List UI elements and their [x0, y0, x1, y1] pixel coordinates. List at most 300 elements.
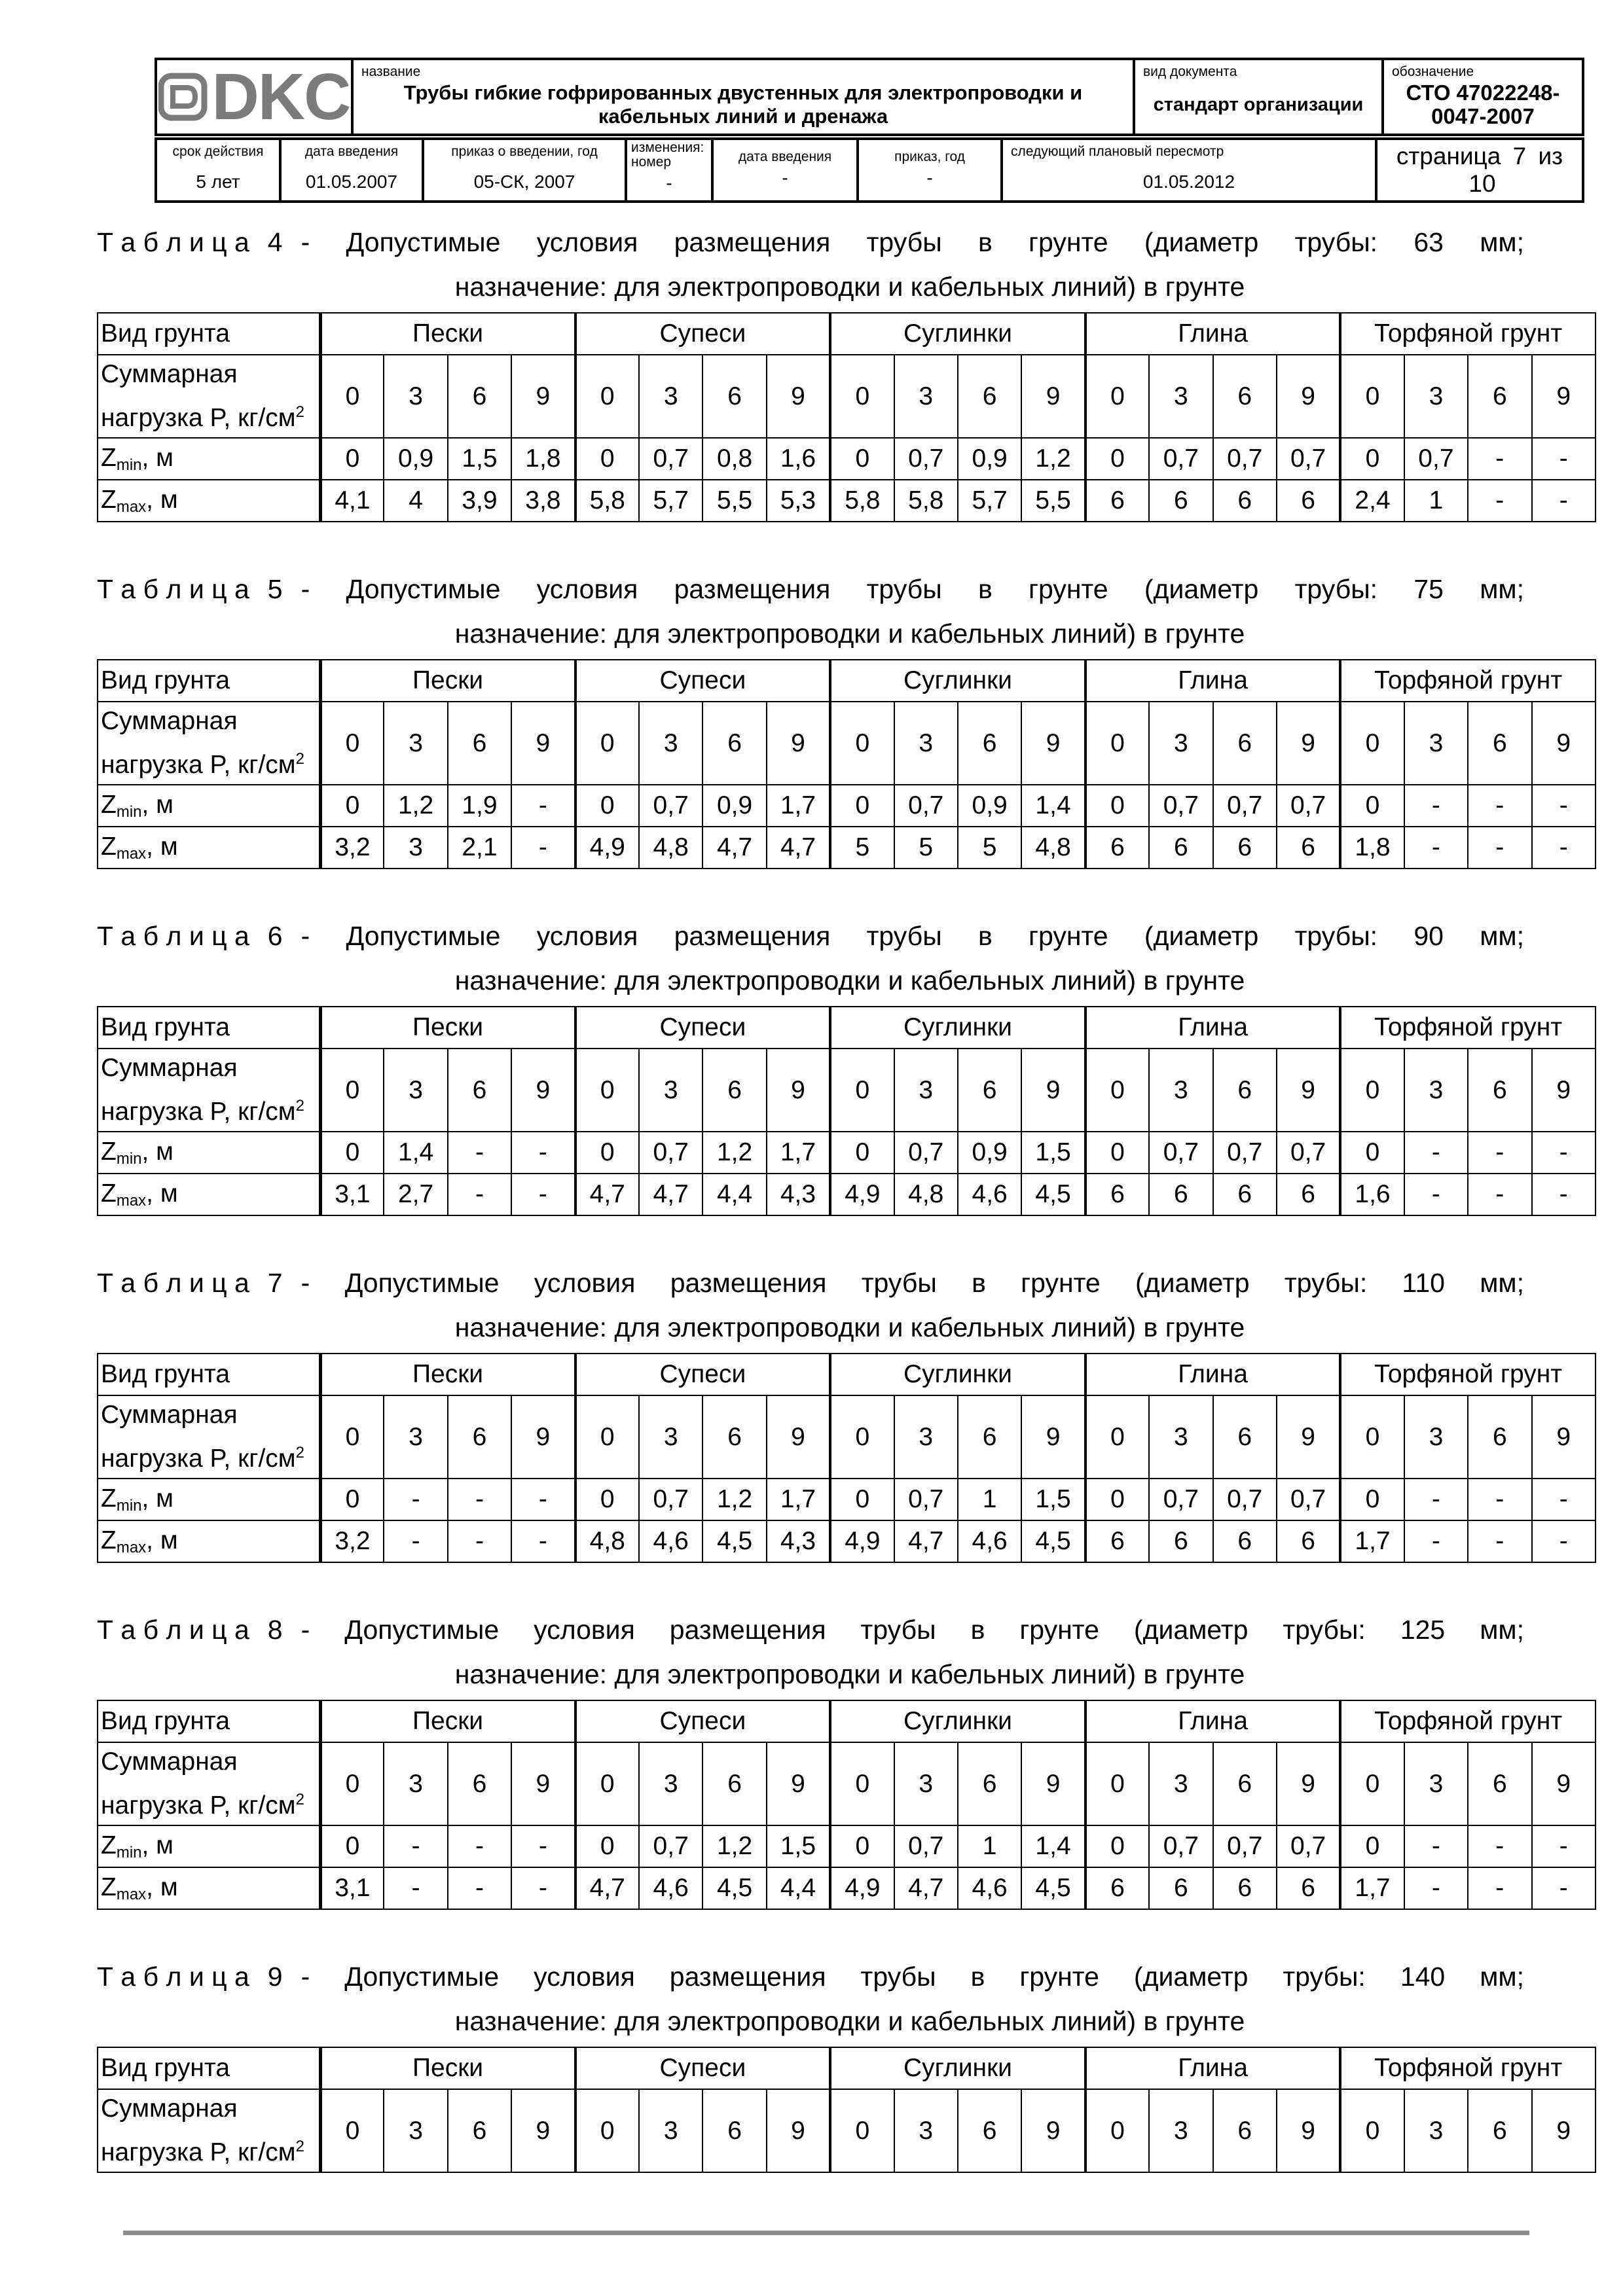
zmax-value: 6 — [1149, 480, 1213, 522]
zmin-value: 0,9 — [958, 438, 1021, 480]
load-value: 6 — [448, 355, 511, 438]
zmax-value: 4,7 — [575, 1867, 639, 1909]
soil-table — [97, 1006, 1596, 1216]
zmin-unit: , м — [141, 1137, 173, 1166]
zmax-value: 4,7 — [702, 827, 766, 869]
zmin-value: - — [448, 1132, 511, 1174]
zmin-value: 0 — [575, 785, 639, 827]
zmin-value: 0,7 — [1277, 1132, 1340, 1174]
zmin-value: 0 — [575, 1825, 639, 1867]
zmax-value: - — [448, 1174, 511, 1215]
load-value: 3 — [639, 1049, 702, 1132]
zmin-value: 0 — [830, 1479, 894, 1520]
zmin-unit: , м — [141, 443, 173, 472]
zmin-value: - — [511, 785, 575, 827]
zmin-subscript: min — [116, 1843, 142, 1861]
load-value: 0 — [1340, 1742, 1404, 1825]
zmax-value: 4,6 — [958, 1174, 1021, 1215]
zmin-value: 0,7 — [1277, 438, 1340, 480]
table-number: 6 — [267, 921, 283, 951]
zmax-symbol: Z — [101, 1526, 117, 1554]
validity-caption: срок действия — [172, 144, 264, 159]
zmin-unit: , м — [141, 790, 173, 819]
zmin-value: 0 — [1085, 785, 1149, 827]
zmax-value: 3,9 — [448, 480, 511, 522]
zmax-value: 6 — [1213, 1174, 1277, 1215]
load-value: 0 — [320, 2089, 384, 2172]
zmin-value: 0 — [1085, 438, 1149, 480]
soil-type-header: Глина — [1085, 1354, 1341, 1395]
zmax-value: - — [1404, 1174, 1468, 1215]
row-label-soil: Вид грунта — [98, 660, 320, 702]
zmax-value: 3,2 — [320, 827, 384, 869]
table-number: 8 — [267, 1615, 283, 1645]
load-value: 9 — [1532, 1049, 1596, 1132]
zmin-symbol: Z — [101, 1831, 117, 1859]
load-value: 3 — [384, 1742, 447, 1825]
load-label-sup: 2 — [295, 1444, 304, 1462]
load-value: 3 — [1149, 702, 1213, 785]
load-value: 3 — [639, 355, 702, 438]
zmax-value: 4,3 — [767, 1174, 830, 1215]
load-value: 3 — [894, 2089, 958, 2172]
zmin-value: 0 — [575, 1132, 639, 1174]
load-label-line2: нагрузка P, кг/см — [101, 2138, 296, 2166]
table-number: 4 — [267, 227, 283, 257]
zmin-value: 1,2 — [384, 785, 447, 827]
zmax-value: 6 — [1277, 1867, 1340, 1909]
zmax-value: 4 — [384, 480, 447, 522]
zmin-value: 0 — [320, 785, 384, 827]
load-value: 0 — [575, 1049, 639, 1132]
load-value: 3 — [384, 2089, 447, 2172]
load-value: 9 — [767, 355, 830, 438]
soil-type-header: Пески — [320, 1700, 575, 1742]
zmin-value: 0,7 — [894, 1479, 958, 1520]
zmax-value: 5,5 — [1021, 480, 1085, 522]
zmax-value: 2,4 — [1340, 480, 1404, 522]
zmax-value: 5,7 — [958, 480, 1021, 522]
row-label-zmax — [98, 827, 320, 869]
zmin-symbol: Z — [101, 1137, 117, 1166]
zmin-value: 1,2 — [702, 1479, 766, 1520]
zmax-value: 4,4 — [702, 1174, 766, 1215]
load-value: 6 — [958, 2089, 1021, 2172]
zmax-unit: , м — [146, 1179, 178, 1208]
zmax-value: - — [384, 1867, 447, 1909]
doc-name-cell — [352, 59, 1134, 135]
load-value: 3 — [894, 1395, 958, 1479]
soil-table — [97, 659, 1596, 869]
load-value: 9 — [1532, 1742, 1596, 1825]
zmin-value: 1,7 — [767, 785, 830, 827]
zmax-symbol: Z — [101, 485, 117, 514]
load-value: 9 — [1277, 1049, 1340, 1132]
zmin-subscript: min — [116, 456, 142, 474]
zmin-subscript: min — [116, 1496, 142, 1515]
zmin-value: 1,7 — [767, 1479, 830, 1520]
zmax-value: 4,7 — [575, 1174, 639, 1215]
zmax-value: 4,7 — [894, 1520, 958, 1562]
zmin-value: 1,2 — [1021, 438, 1085, 480]
zmax-value: 6 — [1085, 1867, 1149, 1909]
load-value: 6 — [958, 1049, 1021, 1132]
zmin-value: 0 — [320, 1825, 384, 1867]
zmax-value: 4,8 — [575, 1520, 639, 1562]
zmax-symbol: Z — [101, 832, 117, 861]
load-value: 0 — [1340, 355, 1404, 438]
soil-type-header: Суглинки — [830, 313, 1085, 355]
zmax-value: 6 — [1149, 1520, 1213, 1562]
load-value: 6 — [1213, 355, 1277, 438]
load-label-sup: 2 — [295, 1791, 304, 1808]
zmin-symbol: Z — [101, 1484, 117, 1513]
zmax-value: - — [1532, 1174, 1596, 1215]
zmax-value: 6 — [1277, 827, 1340, 869]
doc-type-value: стандарт организации — [1153, 94, 1364, 115]
zmax-value: 6 — [1213, 1520, 1277, 1562]
zmin-value: - — [1532, 785, 1596, 827]
load-value: 6 — [1468, 1395, 1531, 1479]
row-label-zmax — [98, 1520, 320, 1562]
load-value: 0 — [575, 702, 639, 785]
table-purpose: назначение: для электропроводки и кабельных линий) в грунте — [454, 2006, 1245, 2036]
zmin-value: 0,7 — [1213, 1132, 1277, 1174]
zmin-value: 0,7 — [1277, 785, 1340, 827]
zmin-value: 0,7 — [1149, 1825, 1213, 1867]
load-value: 6 — [1213, 1742, 1277, 1825]
load-value: 6 — [448, 1742, 511, 1825]
load-value: 9 — [511, 2089, 575, 2172]
load-label-line2: нагрузка P, кг/см — [101, 404, 296, 432]
changes-caption: изменения: — [631, 140, 704, 155]
zmax-value: 4,9 — [830, 1520, 894, 1562]
load-value: 0 — [830, 1049, 894, 1132]
zmin-value: - — [1468, 438, 1531, 480]
zmax-value: 5 — [894, 827, 958, 869]
load-value: 9 — [767, 1742, 830, 1825]
soil-type-header: Глина — [1085, 660, 1341, 702]
load-value: 6 — [1468, 1049, 1531, 1132]
soil-type-header: Торфяной грунт — [1340, 1700, 1596, 1742]
zmin-value: 0,7 — [639, 785, 702, 827]
zmax-value: - — [384, 1520, 447, 1562]
zmax-value: 6 — [1149, 1867, 1213, 1909]
soil-type-header: Торфяной грунт — [1340, 313, 1596, 355]
zmax-value: 6 — [1085, 1174, 1149, 1215]
zmax-value: 4,6 — [639, 1867, 702, 1909]
load-value: 0 — [575, 1395, 639, 1479]
zmax-value: 4,7 — [639, 1174, 702, 1215]
zmin-value: 1 — [958, 1479, 1021, 1520]
load-value: 6 — [1468, 702, 1531, 785]
zmax-value: 3,8 — [511, 480, 575, 522]
zmax-value: - — [1532, 480, 1596, 522]
order-cell — [423, 139, 626, 202]
soil-table — [97, 2047, 1596, 2173]
zmax-value: - — [511, 827, 575, 869]
load-value: 3 — [384, 702, 447, 785]
row-label-load — [98, 1049, 320, 1132]
zmax-value: 6 — [1213, 1867, 1277, 1909]
order-caption: приказ о введении, год — [451, 144, 598, 159]
soil-type-header: Пески — [320, 2047, 575, 2089]
load-value: 6 — [1468, 2089, 1531, 2172]
doc-code-caption: обозначение — [1392, 64, 1474, 79]
validity-cell — [156, 139, 280, 202]
load-label-line2: нагрузка P, кг/см — [101, 1098, 296, 1126]
zmin-value: 1,5 — [1021, 1479, 1085, 1520]
zmin-value: 0,7 — [1213, 1825, 1277, 1867]
zmin-value: - — [1404, 1825, 1468, 1867]
zmax-value: 1,6 — [1340, 1174, 1404, 1215]
soil-type-header: Супеси — [575, 1354, 831, 1395]
page-total: 10 — [1468, 170, 1496, 197]
zmax-value: 6 — [1085, 827, 1149, 869]
zmax-symbol: Z — [101, 1179, 117, 1208]
zmax-value: - — [1532, 1867, 1596, 1909]
load-value: 0 — [1085, 2089, 1149, 2172]
load-value: 0 — [1085, 702, 1149, 785]
zmax-value: 3,1 — [320, 1174, 384, 1215]
zmax-value: - — [1532, 827, 1596, 869]
load-value: 9 — [511, 702, 575, 785]
soil-type-header: Супеси — [575, 660, 831, 702]
zmax-value: - — [1404, 1520, 1468, 1562]
zmin-value: 0 — [1085, 1132, 1149, 1174]
load-value: 9 — [511, 1049, 575, 1132]
next-review-value: 01.05.2012 — [1142, 171, 1235, 192]
zmin-value: 0 — [1340, 785, 1404, 827]
zmax-value: 5,5 — [702, 480, 766, 522]
zmin-value: 0,9 — [702, 785, 766, 827]
load-label-line1: Суммарная — [101, 360, 238, 388]
zmax-unit: , м — [146, 1526, 178, 1554]
change-date-value: - — [782, 168, 788, 188]
zmin-value: - — [1404, 785, 1468, 827]
zmax-value: - — [1404, 1867, 1468, 1909]
load-value: 3 — [894, 1742, 958, 1825]
zmin-value: 1,2 — [702, 1825, 766, 1867]
load-value: 6 — [702, 1049, 766, 1132]
table-caption — [97, 1261, 1524, 1350]
zmin-value: 0,7 — [1213, 785, 1277, 827]
soil-type-header: Пески — [320, 1007, 575, 1049]
load-label-line1: Суммарная — [101, 1748, 238, 1776]
load-value: 0 — [575, 355, 639, 438]
zmax-value: 5,8 — [830, 480, 894, 522]
zmin-value: 1,7 — [767, 1132, 830, 1174]
zmax-value: 1,8 — [1340, 827, 1404, 869]
load-value: 9 — [511, 355, 575, 438]
row-label-zmax — [98, 1867, 320, 1909]
load-value: 6 — [448, 2089, 511, 2172]
zmin-symbol: Z — [101, 790, 117, 819]
load-value: 6 — [702, 1395, 766, 1479]
load-label-line1: Суммарная — [101, 707, 238, 735]
zmin-value: 0,7 — [894, 438, 958, 480]
doc-type-cell — [1134, 59, 1383, 135]
zmax-value: 4,6 — [639, 1520, 702, 1562]
load-value: 6 — [958, 702, 1021, 785]
load-value: 6 — [702, 702, 766, 785]
zmax-unit: , м — [146, 832, 178, 861]
zmin-value: 1,6 — [767, 438, 830, 480]
next-review-caption: следующий плановый пересмотр — [1011, 144, 1224, 159]
load-label-line1: Суммарная — [101, 1054, 238, 1082]
zmax-unit: , м — [146, 1873, 178, 1901]
zmax-value: - — [511, 1867, 575, 1909]
next-review-cell — [1002, 139, 1376, 202]
zmax-subscript: max — [116, 844, 147, 863]
zmin-value: 0,7 — [1213, 1479, 1277, 1520]
row-label-load — [98, 702, 320, 785]
load-value: 9 — [767, 1049, 830, 1132]
load-label-sup: 2 — [295, 2138, 304, 2155]
table-caption — [97, 1954, 1524, 2043]
load-label-line2: нагрузка P, кг/см — [101, 751, 296, 779]
soil-type-header: Торфяной грунт — [1340, 2047, 1596, 2089]
zmin-value: 1,4 — [1021, 1825, 1085, 1867]
table-purpose: назначение: для электропроводки и кабельных линий) в грунте — [454, 272, 1245, 302]
zmin-value: - — [1468, 1825, 1531, 1867]
zmax-value: - — [511, 1520, 575, 1562]
zmax-value: 4,6 — [958, 1867, 1021, 1909]
table-number: 7 — [267, 1268, 283, 1298]
load-value: 0 — [830, 1742, 894, 1825]
table-title: - Допустимые условия размещения трубы в грунте (диаметр трубы: 125 мм; — [301, 1615, 1524, 1645]
load-value: 6 — [1468, 1742, 1531, 1825]
row-label-load — [98, 2089, 320, 2172]
zmin-value: 0,7 — [639, 1479, 702, 1520]
load-value: 3 — [894, 355, 958, 438]
zmax-value: 4,6 — [958, 1520, 1021, 1562]
zmin-value: 0,7 — [639, 1825, 702, 1867]
zmin-value: 0,7 — [639, 438, 702, 480]
zmax-value: 4,9 — [575, 827, 639, 869]
load-value: 0 — [320, 1395, 384, 1479]
zmin-value: 1,9 — [448, 785, 511, 827]
page-of: из — [1538, 143, 1563, 170]
load-value: 6 — [958, 355, 1021, 438]
load-value: 0 — [1085, 1742, 1149, 1825]
load-value: 0 — [575, 1742, 639, 1825]
zmin-value: - — [511, 1825, 575, 1867]
zmax-value: - — [1468, 480, 1531, 522]
load-label-line2: нагрузка P, кг/см — [101, 1444, 296, 1473]
table-caption — [97, 914, 1524, 1003]
load-value: 3 — [1149, 1742, 1213, 1825]
zmin-value: 1,4 — [384, 1132, 447, 1174]
load-value: 6 — [448, 1395, 511, 1479]
change-date-caption: дата введения — [738, 149, 832, 164]
load-value: 3 — [1404, 1742, 1468, 1825]
zmin-value: 0,9 — [384, 438, 447, 480]
load-value: 6 — [702, 1742, 766, 1825]
zmax-value: 6 — [1277, 1520, 1340, 1562]
soil-type-header: Торфяной грунт — [1340, 1007, 1596, 1049]
load-value: 3 — [1404, 2089, 1468, 2172]
load-value: 0 — [1340, 702, 1404, 785]
load-value: 3 — [894, 702, 958, 785]
zmin-symbol: Z — [101, 443, 117, 472]
zmin-value: 1,4 — [1021, 785, 1085, 827]
zmin-value: - — [448, 1479, 511, 1520]
zmin-subscript: min — [116, 1149, 142, 1168]
change-date-cell — [712, 139, 858, 202]
zmin-value: 0,7 — [1149, 438, 1213, 480]
zmin-value: - — [1468, 1479, 1531, 1520]
load-label-line1: Суммарная — [101, 1401, 238, 1429]
load-value: 0 — [320, 1742, 384, 1825]
load-value: 0 — [320, 355, 384, 438]
load-value: 9 — [1277, 1395, 1340, 1479]
soil-type-header: Пески — [320, 1354, 575, 1395]
soil-type-header: Суглинки — [830, 1007, 1085, 1049]
doc-name-caption: название — [361, 64, 421, 79]
zmin-value: 0,7 — [1149, 1132, 1213, 1174]
load-value: 0 — [575, 2089, 639, 2172]
zmin-value: 0 — [1340, 1132, 1404, 1174]
zmax-value: - — [511, 1174, 575, 1215]
logo-cell — [156, 59, 352, 135]
zmax-value: 6 — [1213, 827, 1277, 869]
zmax-value: 4,5 — [1021, 1867, 1085, 1909]
zmin-unit: , м — [141, 1831, 173, 1859]
zmax-value: 1,7 — [1340, 1520, 1404, 1562]
row-label-zmin — [98, 1479, 320, 1520]
load-value: 9 — [1277, 702, 1340, 785]
load-value: 0 — [1340, 1049, 1404, 1132]
zmax-value: 6 — [1149, 1174, 1213, 1215]
zmax-value: 2,7 — [384, 1174, 447, 1215]
footer-divider — [123, 2231, 1529, 2235]
soil-type-header: Глина — [1085, 1007, 1341, 1049]
zmax-value: - — [1532, 1520, 1596, 1562]
table-caption-word: Т а б л и ц а — [97, 1615, 249, 1645]
zmax-value: 5,3 — [767, 480, 830, 522]
zmax-subscript: max — [116, 1191, 147, 1210]
zmin-value: 0,7 — [894, 1825, 958, 1867]
load-value: 6 — [958, 1742, 1021, 1825]
zmin-value: 0 — [575, 438, 639, 480]
load-value: 6 — [1213, 2089, 1277, 2172]
zmin-value: - — [511, 1132, 575, 1174]
change-num-value: - — [666, 173, 672, 193]
zmax-value: 4,4 — [767, 1867, 830, 1909]
load-value: 6 — [702, 2089, 766, 2172]
zmax-value: 4,5 — [702, 1520, 766, 1562]
load-value: 3 — [1149, 1049, 1213, 1132]
zmax-value: 5,8 — [894, 480, 958, 522]
zmax-value: 5,7 — [639, 480, 702, 522]
page-counter — [1377, 143, 1582, 198]
zmax-value: 4,7 — [894, 1867, 958, 1909]
zmin-value: 0,7 — [1149, 785, 1213, 827]
zmin-value: 0,7 — [894, 1132, 958, 1174]
load-value: 9 — [1277, 2089, 1340, 2172]
doc-code-cell — [1383, 59, 1583, 135]
load-value: 9 — [1532, 2089, 1596, 2172]
load-label-line2: нагрузка P, кг/см — [101, 1791, 296, 1820]
load-value: 6 — [1213, 1049, 1277, 1132]
intro-date-value: 01.05.2007 — [305, 171, 398, 192]
zmax-value: 6 — [1277, 480, 1340, 522]
zmax-value: 4,9 — [830, 1174, 894, 1215]
load-value: 3 — [639, 1395, 702, 1479]
load-value: 3 — [384, 1395, 447, 1479]
load-value: 9 — [1277, 355, 1340, 438]
